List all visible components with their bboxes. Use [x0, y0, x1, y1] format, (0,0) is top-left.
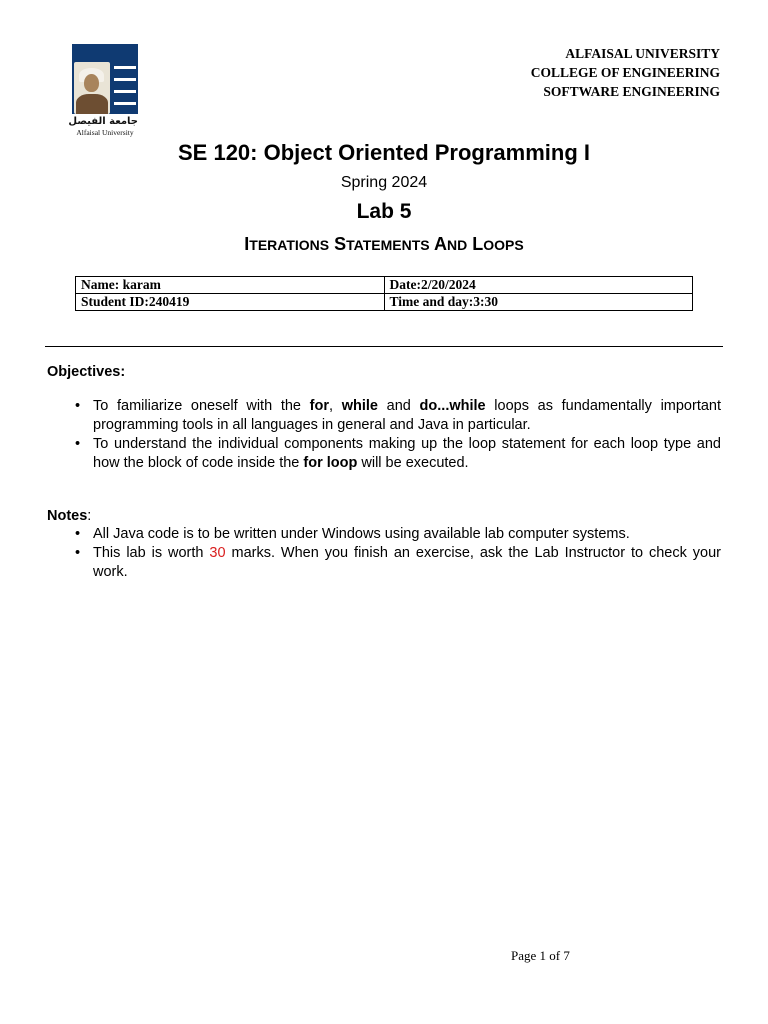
- name-cell: Name: karam: [76, 277, 385, 294]
- list-item: • To familiarize oneself with the for, while and do...while loops as fundamentally important programming tools in all languages in general and Java in particular.: [72, 397, 721, 435]
- time-cell: Time and day:3:30: [384, 294, 693, 311]
- university-name: ALFAISAL UNIVERSITY: [565, 46, 720, 61]
- student-id-cell: Student ID:240419: [76, 294, 385, 311]
- objectives-heading: Objectives:: [47, 364, 126, 380]
- course-title: SE 120: Object Oriented Programming I: [178, 140, 590, 165]
- logo-emblem: [72, 44, 138, 114]
- table-row: [76, 294, 693, 311]
- college-name: COLLEGE OF ENGINEERING: [530, 65, 720, 80]
- list-item: • To understand the individual components making up the loop statement for each loop type and how the block of code inside the for loop will be executed.: [72, 435, 721, 473]
- term: Spring 2024: [340, 174, 428, 191]
- notes-heading: Notes:: [47, 508, 92, 524]
- list-item: • All Java code is to be written under Windows using available lab computer systems.: [72, 525, 721, 544]
- logo-portrait: [74, 62, 110, 114]
- objectives-list: [72, 397, 721, 473]
- lab-number: Lab 5: [356, 200, 412, 223]
- notes-list: [72, 525, 721, 582]
- university-logo: [68, 44, 138, 137]
- logo-arabic-text: جامعة الفيصل: [68, 116, 138, 127]
- student-info-table: [75, 276, 693, 311]
- page-number: Page 1 of 7: [511, 948, 570, 963]
- institution-block: [531, 44, 720, 101]
- marks-value: 30: [209, 545, 226, 561]
- table-row: [76, 277, 693, 294]
- list-item: • This lab is worth 30 marks. When you finish an exercise, ask the Lab Instructor to check your work.: [72, 544, 721, 582]
- date-cell: Date:2/20/2024: [384, 277, 693, 294]
- horizontal-divider: [45, 346, 723, 347]
- lab-title: ITERATIONS STATEMENTS AND LOOPS: [244, 234, 524, 254]
- logo-stripes: [114, 66, 136, 112]
- logo-english-text: Alfaisal University: [76, 128, 134, 137]
- department-name: SOFTWARE ENGINEERING: [543, 84, 720, 99]
